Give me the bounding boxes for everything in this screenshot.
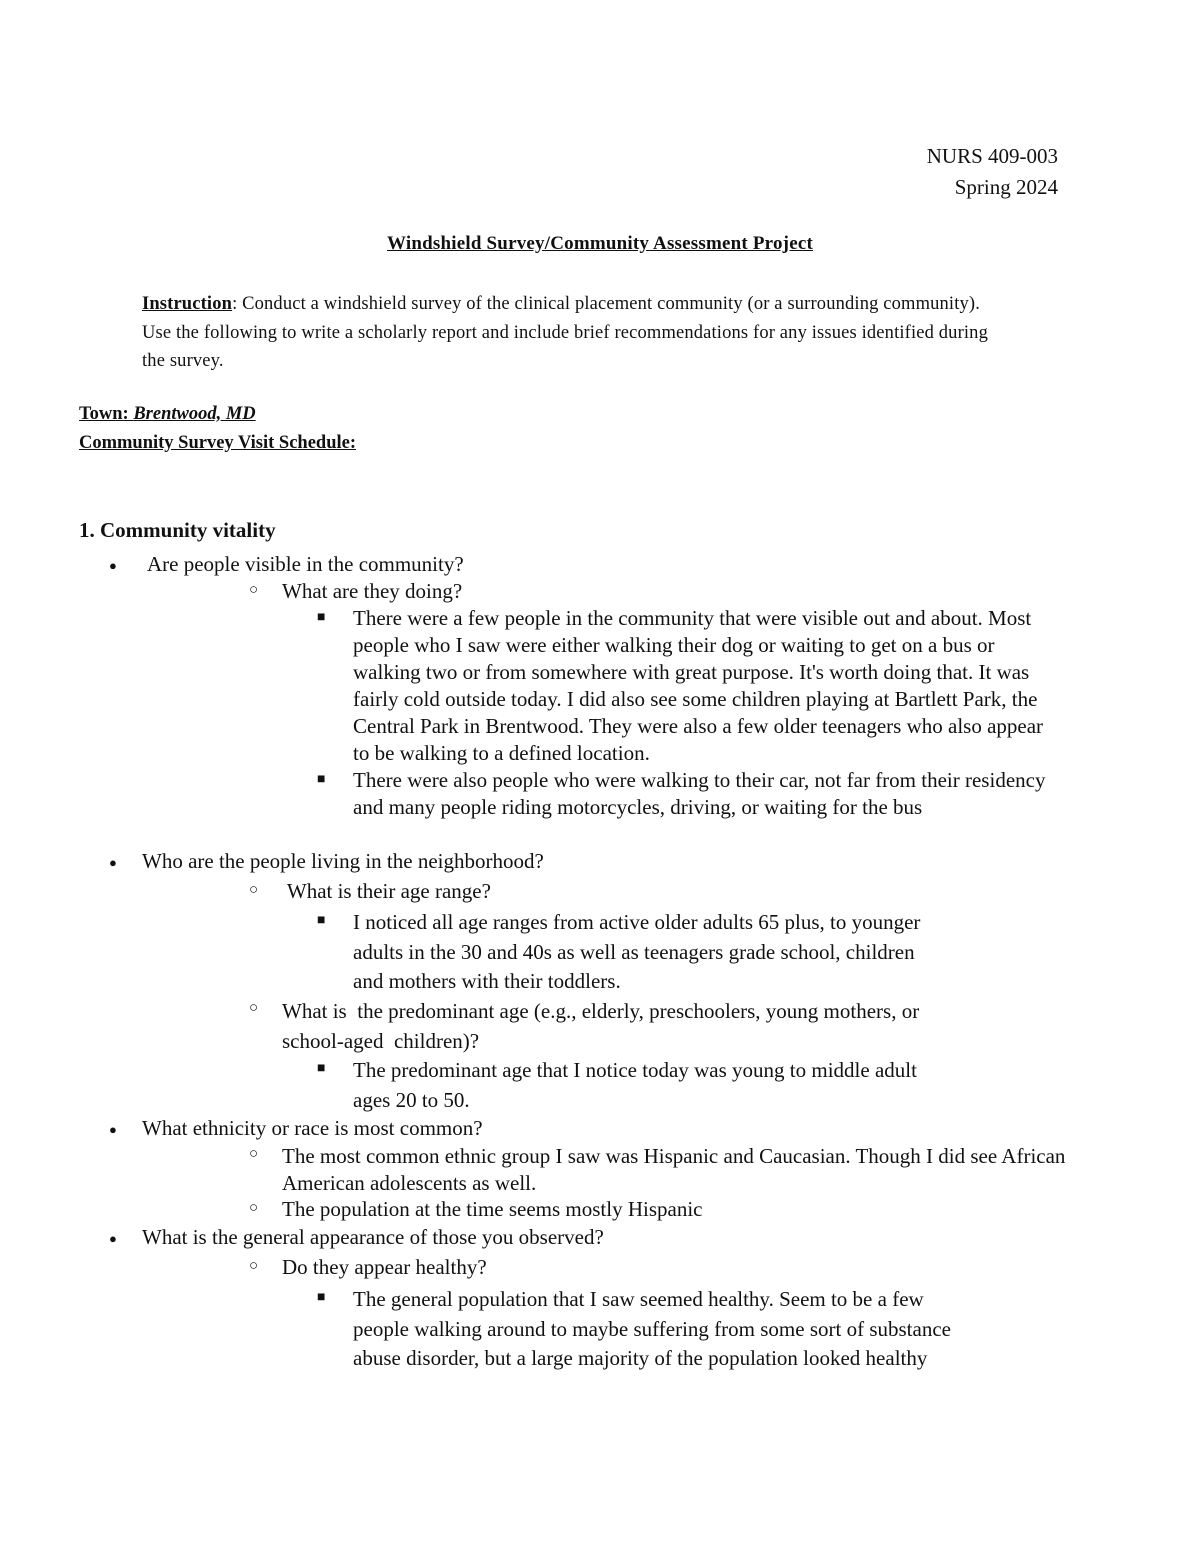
answer-2a: I noticed all age ranges from active older adults 65 plus, to younger adults in the 30 and 40s as well as teenagers grade school, children and mothers with their toddlers. xyxy=(353,910,921,994)
course-number: NURS 409-003 xyxy=(926,144,1058,168)
answer-1a-1: There were a few people in the community that were visible out and about. Most people who I saw were either walking their dog or waiting to get on a bus or walking two or from somewhere with great purpose. It's worth doing that. It was fairly cold outside today. I did also see some children playing at Bartlett Park, the Central Park in Brentwood. They were also a few older teenagers who also appear to be walking to a defined location. xyxy=(353,606,1044,765)
question-2a: What is their age range? xyxy=(282,879,491,903)
town-line xyxy=(79,404,256,425)
question-1a: What are they doing? xyxy=(282,579,463,603)
bullet-circle-icon: ○ xyxy=(249,1146,259,1162)
answer-3b: The population at the time seems mostly Hispanic xyxy=(282,1197,703,1221)
instruction-paragraph xyxy=(142,290,1002,376)
bullet-dot-icon: ● xyxy=(109,1231,117,1246)
question-4a: Do they appear healthy? xyxy=(282,1255,487,1279)
bullet-dot-icon: ● xyxy=(109,1122,117,1137)
bullet-square-icon: ■ xyxy=(317,1290,326,1305)
instruction-text: : Conduct a windshield survey of the clinical placement community (or a surrounding community). Use the following to write a scholarly report and include brief recommendations for any issues identified during the survey. xyxy=(142,294,988,371)
bullet-dot-icon: ● xyxy=(109,558,117,573)
question-1: Are people visible in the community? xyxy=(147,552,464,576)
question-2: Who are the people living in the neighborhood? xyxy=(142,849,544,873)
answer-2b: The predominant age that I notice today was young to middle adult ages 20 to 50. xyxy=(353,1058,917,1112)
bullet-square-icon: ■ xyxy=(317,772,326,787)
question-3: What ethnicity or race is most common? xyxy=(142,1116,483,1140)
answer-1a-2: There were also people who were walking to their car, not far from their residency and many people riding motorcycles, driving, or waiting for the bus xyxy=(353,768,1046,819)
bullet-dot-icon: ● xyxy=(109,855,117,870)
bullet-circle-icon: ○ xyxy=(249,1258,259,1274)
town-value: Brentwood, MD xyxy=(133,404,256,424)
bullet-circle-icon: ○ xyxy=(249,1000,259,1016)
instruction-label: Instruction xyxy=(142,294,233,314)
bullet-square-icon: ■ xyxy=(317,913,326,928)
answer-4a: The general population that I saw seemed healthy. Seem to be a few people walking around to maybe suffering from some sort of substance abuse disorder, but a large majority of the population looked healthy xyxy=(353,1287,951,1371)
bullet-circle-icon: ○ xyxy=(249,882,259,898)
section-heading: 1. Community vitality xyxy=(79,518,276,542)
bullet-square-icon: ■ xyxy=(317,610,326,625)
answer-3a: The most common ethnic group I saw was Hispanic and Caucasian. Though I did see African American adolescents as well. xyxy=(282,1144,1066,1195)
town-label: Town: xyxy=(79,404,134,424)
schedule-label: Community Survey Visit Schedule: xyxy=(79,433,357,453)
course-term: Spring 2024 xyxy=(954,175,1058,199)
bullet-circle-icon: ○ xyxy=(249,582,259,598)
question-4: What is the general appearance of those you observed? xyxy=(142,1225,604,1249)
question-2b: What is the predominant age (e.g., elderly, preschoolers, young mothers, or school-aged children)? xyxy=(282,999,925,1053)
document-title: Windshield Survey/Community Assessment Project xyxy=(387,233,813,254)
bullet-circle-icon: ○ xyxy=(249,1200,259,1216)
bullet-square-icon: ■ xyxy=(317,1061,326,1076)
